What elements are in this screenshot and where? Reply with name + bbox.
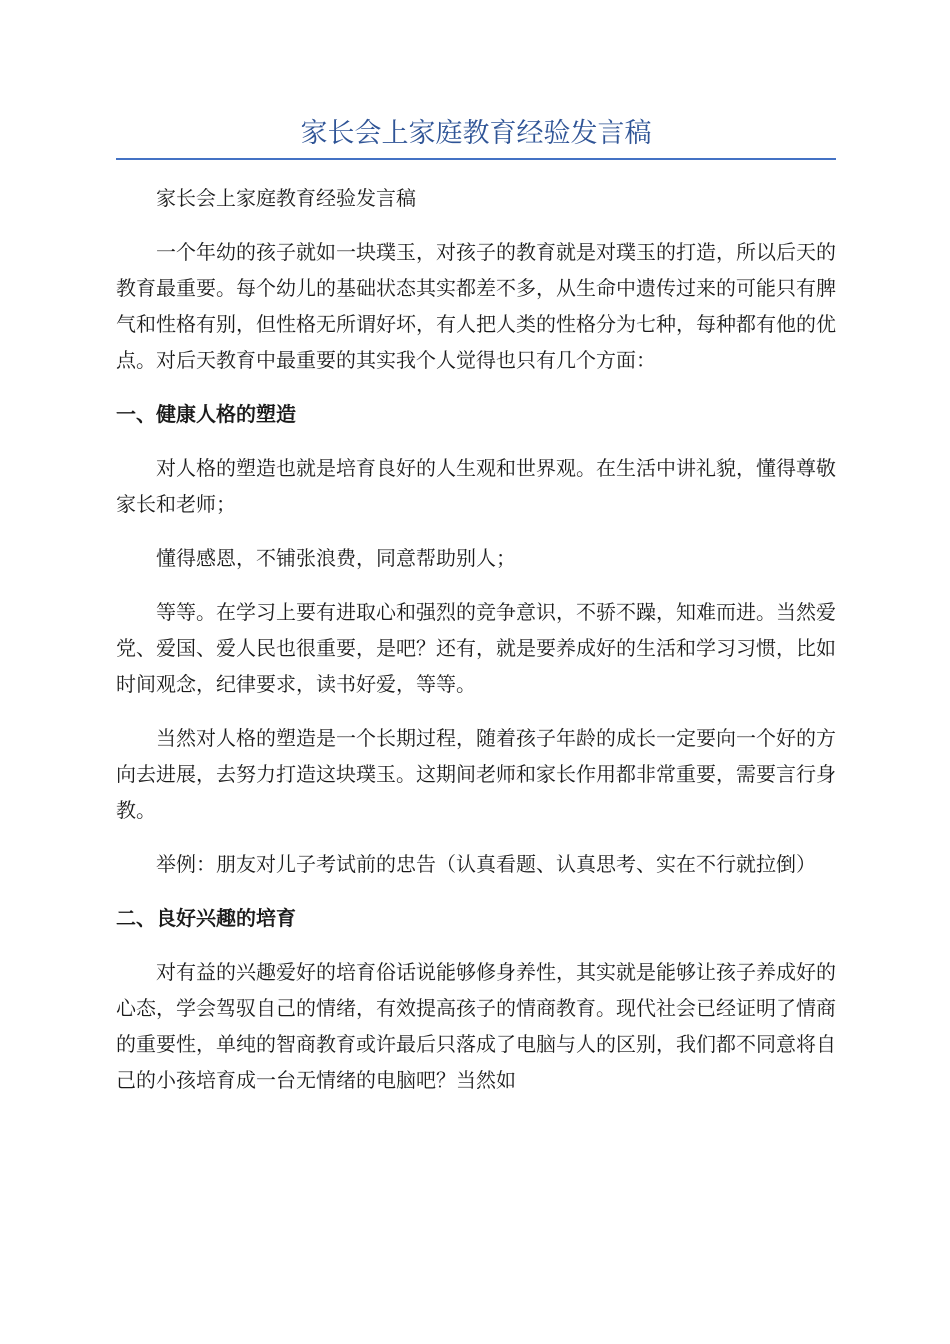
spacer <box>116 216 836 234</box>
spacer <box>116 702 836 720</box>
document-title: 家长会上家庭教育经验发言稿 <box>116 112 836 160</box>
section2-paragraph: 对有益的兴趣爱好的培育俗话说能够修身养性，其实就是能够让孩子养成好的心态，学会驾驭自己的情绪，有效提高孩子的情商教育。现代社会已经证明了情商的重要性，单纯的智商教育或许最后只落成了电脑与人的区别，我们都不同意将自己的小孩培育成一台无情绪的电脑吧？当然如 <box>116 960 836 1092</box>
spacer <box>116 522 836 540</box>
section1-paragraph: 懂得感恩，不铺张浪费，同意帮助别人； <box>156 546 516 570</box>
section1-paragraph: 对人格的塑造也就是培育良好的人生观和世界观。在生活中讲礼貌，懂得尊敬家长和老师； <box>116 456 836 516</box>
section1-paragraph: 当然对人格的塑造是一个长期过程，随着孩子年龄的成长一定要向一个好的方向去进展，去努力打造这块璞玉。这期间老师和家长作用都非常重要，需要言行身教。 <box>116 726 836 822</box>
section-heading-2: 二、良好兴趣的培育 <box>116 906 296 930</box>
section1-paragraph: 等等。在学习上要有进取心和强烈的竞争意识，不骄不躁，知难而进。当然爱党、爱国、爱人民也很重要，是吧？还有，就是要养成好的生活和学习习惯，比如时间观念，纪律要求，读书好爱，等等。 <box>116 600 836 696</box>
spacer <box>116 160 836 180</box>
spacer <box>116 936 836 954</box>
document-subtitle: 家长会上家庭教育经验发言稿 <box>156 186 416 210</box>
section1-paragraph: 举例：朋友对儿子考试前的忠告（认真看题、认真思考、实在不行就拉倒） <box>156 852 816 876</box>
spacer <box>116 378 836 396</box>
section-heading-1: 一、健康人格的塑造 <box>116 402 296 426</box>
spacer <box>116 828 836 846</box>
spacer <box>116 576 836 594</box>
spacer <box>116 882 836 900</box>
spacer <box>116 432 836 450</box>
intro-paragraph: 一个年幼的孩子就如一块璞玉，对孩子的教育就是对璞玉的打造，所以后天的教育最重要。每个幼儿的基础状态其实都差不多，从生命中遗传过来的可能只有脾气和性格有别，但性格无所谓好坏，有人把人类的性格分为七种，每种都有他的优点。对后天教育中最重要的其实我个人觉得也只有几个方面： <box>116 240 836 372</box>
document-page <box>116 112 836 1098</box>
